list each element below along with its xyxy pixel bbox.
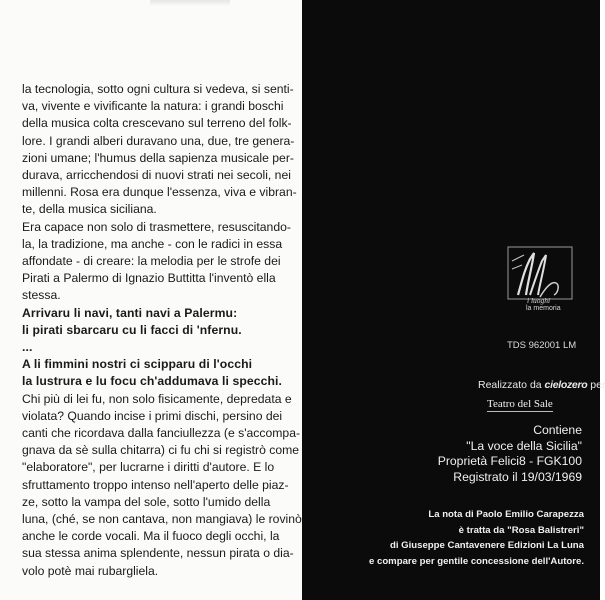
top-edge-smudge [150,0,230,6]
credits-block [344,507,584,569]
essay-line: gnava da sè sulla chitarra) ci fu chi si registrò come [22,443,300,458]
essay-line: millenni. Rosa era dunque l'essenza, viva e vibran- [22,185,297,200]
essay-line: sfruttamento troppo intenso nell'aperto delle piaz- [22,477,289,492]
essay-line: durava, arricchendosi di nuovi strati nei secoli, nei [22,168,291,183]
essay-line: luna, (ché, se non cantava, non mangiava) le rovinò [22,512,302,527]
left-page [0,0,302,600]
credits-line: è tratta da "Rosa Balistreri" [458,524,584,536]
essay-line: va, vivente e vivificante la natura: i grandi boschi [22,99,284,114]
essay-line: violata? Quando incise i primi dischi, persino dei [22,408,283,423]
verse-line: A li fimmini nostri ci scipparu di l'occhi [22,357,253,372]
essay-line: volo potè mai rubargliela. [22,563,159,578]
teatro-del-sale-logo: Teatro del Sale [487,398,553,410]
essay-line: zioni umane; l'humus della sapienza musicale per- [22,150,294,165]
essay-line: stessa. [22,288,61,303]
essay-line: la tecnologia, sotto ogni cultura si vedeva, si senti- [22,82,294,96]
essay-line: ze, sotto la vampa del sole, sotto l'umido della [22,494,271,509]
verse-line: li pirati sbarcaru cu li facci di 'nfernu. [22,322,242,337]
contents-line: Proprietà Felici8 - FGK100 [437,454,582,469]
cielozero-brand: cielozero [544,379,588,391]
essay-line: la, la tradizione, ma anche - con le radici in essa [22,236,283,251]
logo-text-line2: la memoria [526,305,561,312]
contents-block [382,423,582,486]
catalog-number: TDS 962001 LM [507,340,577,351]
contents-line: "La voce della Sicilia" [466,438,582,453]
realized-suffix: per [587,379,605,391]
essay-line: Era capace non solo di trasmettere, resuscitando- [22,219,291,234]
verse-line: ... [22,340,33,355]
credits-line: La nota di Paolo Emilio Carapezza [428,509,584,520]
essay-line: canti che ricordava dalla fanciullezza (e s'accompa- [22,426,301,441]
essay-line: anche le corde vocali. Ma il fuoco degli occhi, la [22,529,280,544]
credits-line: di Giuseppe Cantavenere Edizioni La Luna [389,540,584,552]
essay-line: Pirati a Palermo di Ignazio Buttitta l'inventò ella [22,271,276,286]
essay-line: Chi più di lei fu, non solo fisicamente, depredata e [22,391,292,406]
essay-line: affondate - di creare: la melodia per le strofe dei [22,254,281,269]
essay-line: della musica colta crescevano sul terreno del folk- [22,116,292,131]
essay-line: sua stessa anima splendente, nessun pirata o dia- [22,546,294,561]
verse-line: la lustrura e lu focu ch'addumava li specchi. [22,374,283,389]
realized-prefix: Realizzato da [478,379,545,391]
essay-line: "elaboratore", per lucrarne i diritti d'autore. E lo [22,460,275,475]
verse-line: Arrivaru li navi, tanti navi a Palermu: [22,305,238,320]
realized-by-line [478,379,605,391]
logo-text-line1: i luoghi [527,296,551,305]
essay-line: te, della musica siciliana. [22,202,157,217]
essay-line: lore. I grandi alberi duravano una, due, tre genera- [22,133,295,148]
contents-line: Contiene [533,423,582,437]
essay-text [22,81,302,580]
contents-line: Registrato il 19/03/1969 [453,470,582,485]
credits-line: e compare per gentile concessione dell'Autore. [368,555,584,567]
